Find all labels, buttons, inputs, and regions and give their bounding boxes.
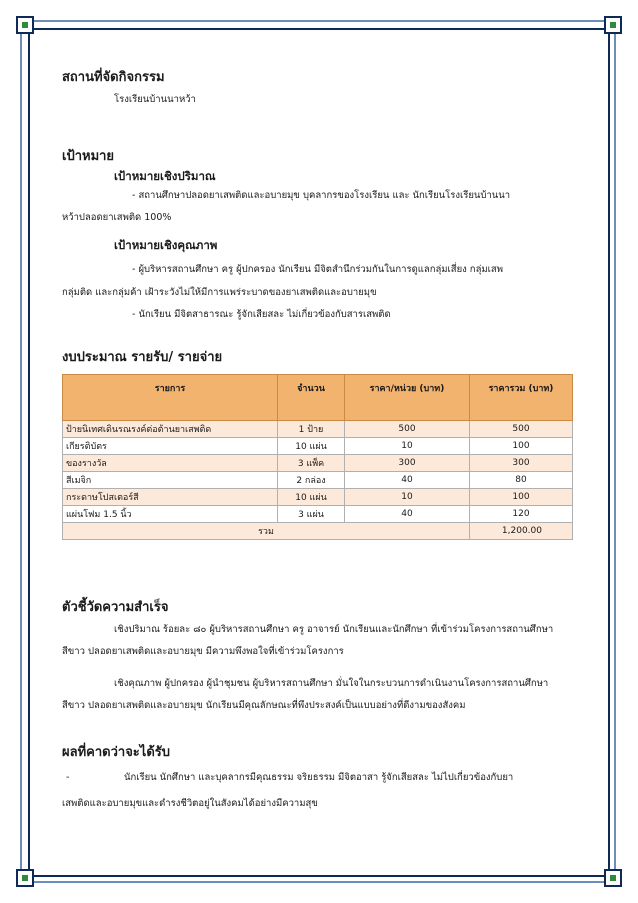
cell-total: 80	[470, 472, 573, 489]
cell-unit-price: 40	[345, 506, 470, 523]
col-header-qty: จำนวน	[278, 375, 345, 421]
cell-item: แผ่นโฟม 1.5 นิ้ว	[63, 506, 278, 523]
table-sum-row	[63, 523, 573, 540]
indicator-quantity-line2: สีขาว ปลอดยาเสพติดและอบายมุข มีความพึงพอใจที่เข้าร่วมโครงการ	[62, 646, 344, 657]
cell-total: 500	[470, 421, 573, 438]
corner-ornament-bottom-right	[604, 869, 622, 887]
outcome-dash: -	[66, 772, 70, 783]
sum-label: รวม	[63, 523, 470, 540]
cell-total: 100	[470, 438, 573, 455]
table-row	[63, 438, 573, 455]
budget-heading: งบประมาณ รายรับ/ รายจ่าย	[62, 350, 223, 365]
goals-heading: เป้าหมาย	[62, 149, 115, 164]
table-row	[63, 472, 573, 489]
table-row	[63, 421, 573, 438]
outcome-line1: นักเรียน นักศึกษา และบุคลากรมีคุณธรรม จริยธรรม มีจิตอาสา รู้จักเสียสละ ไม่ไปเกี่ยวข้องกับยา	[124, 772, 514, 783]
table-row	[63, 506, 573, 523]
cell-qty: 3 แผ่น	[278, 506, 345, 523]
qualitative-goal-line3: - นักเรียน มีจิตสาธารณะ รู้จักเสียสละ ไม่เกี่ยวข้องกับสารเสพติด	[132, 309, 391, 320]
sum-value: 1,200.00	[470, 523, 573, 540]
col-header-unit-price: ราคา/หน่วย (บาท)	[345, 375, 470, 421]
table-row	[63, 489, 573, 506]
budget-table-header-row	[63, 375, 573, 421]
cell-unit-price: 10	[345, 489, 470, 506]
cell-unit-price: 500	[345, 421, 470, 438]
qualitative-goal-line2: กลุ่มติด และกลุ่มค้า เฝ้าระวังไม่ให้มีการแพร่ระบาดของยาเสพติดและอบายมุข	[62, 287, 377, 298]
cell-item: สีเมจิก	[63, 472, 278, 489]
table-row	[63, 455, 573, 472]
corner-ornament-bottom-left	[16, 869, 34, 887]
corner-ornament-top-left	[16, 16, 34, 34]
quantitative-goal-heading: เป้าหมายเชิงปริมาณ	[114, 169, 216, 183]
qualitative-goal-line1: - ผู้บริหารสถานศึกษา ครู ผู้ปกครอง นักเรียน มีจิตสำนึกร่วมกันในการดูแลกลุ่มเสี่ยง กลุ่มเสพ	[132, 264, 503, 275]
budget-table	[62, 374, 573, 540]
outcome-line2: เสพติดและอบายมุขและดำรงชีวิตอยู่ในสังคมได้อย่างมีความสุข	[62, 798, 318, 809]
cell-item: เกียรติบัตร	[63, 438, 278, 455]
cell-qty: 1 ป้าย	[278, 421, 345, 438]
outcomes-heading: ผลที่คาดว่าจะได้รับ	[62, 745, 171, 760]
cell-unit-price: 10	[345, 438, 470, 455]
cell-item: ป้ายนิเทศเดินรณรงค์ต่อต้านยาเสพติด	[63, 421, 278, 438]
location-heading: สถานที่จัดกิจกรรม	[62, 70, 165, 85]
cell-qty: 10 แผ่น	[278, 489, 345, 506]
cell-item: กระดาษโปสเตอร์สี	[63, 489, 278, 506]
quantitative-goal-line2: หว้าปลอดยาเสพติด 100%	[62, 212, 172, 223]
col-header-item: รายการ	[63, 375, 278, 421]
cell-item: ของรางวัล	[63, 455, 278, 472]
indicator-quantity-line1: เชิงปริมาณ ร้อยละ ๘๐ ผู้บริหารสถานศึกษา ครู อาจารย์ นักเรียนและนักศึกษา ที่เข้าร่วมโครงการสถานศึกษา	[114, 624, 554, 635]
indicator-quality-line1: เชิงคุณภาพ ผู้ปกครอง ผู้นำชุมชน ผู้บริหารสถานศึกษา มั่นใจในกระบวนการดำเนินงานโครงการสถานศึกษา	[114, 678, 549, 689]
indicators-heading: ตัวชี้วัดความสำเร็จ	[62, 600, 169, 615]
quantitative-goal-line1: - สถานศึกษาปลอดยาเสพติดและอบายมุข บุคลากรของโรงเรียน และ นักเรียนโรงเรียนบ้านนา	[132, 190, 511, 201]
corner-ornament-top-right	[604, 16, 622, 34]
cell-total: 300	[470, 455, 573, 472]
cell-total: 120	[470, 506, 573, 523]
cell-total: 100	[470, 489, 573, 506]
qualitative-goal-heading: เป้าหมายเชิงคุณภาพ	[114, 238, 218, 252]
cell-qty: 3 แพ็ค	[278, 455, 345, 472]
cell-qty: 10 แผ่น	[278, 438, 345, 455]
cell-qty: 2 กล่อง	[278, 472, 345, 489]
location-text: โรงเรียนบ้านนาหว้า	[114, 94, 196, 105]
cell-unit-price: 300	[345, 455, 470, 472]
cell-unit-price: 40	[345, 472, 470, 489]
indicator-quality-line2: สีขาว ปลอดยาเสพติดและอบายมุข นักเรียนมีคุณลักษณะที่พึงประสงค์เป็นแบบอย่างที่ดีงามของสังคม	[62, 700, 466, 711]
col-header-total: ราคารวม (บาท)	[470, 375, 573, 421]
